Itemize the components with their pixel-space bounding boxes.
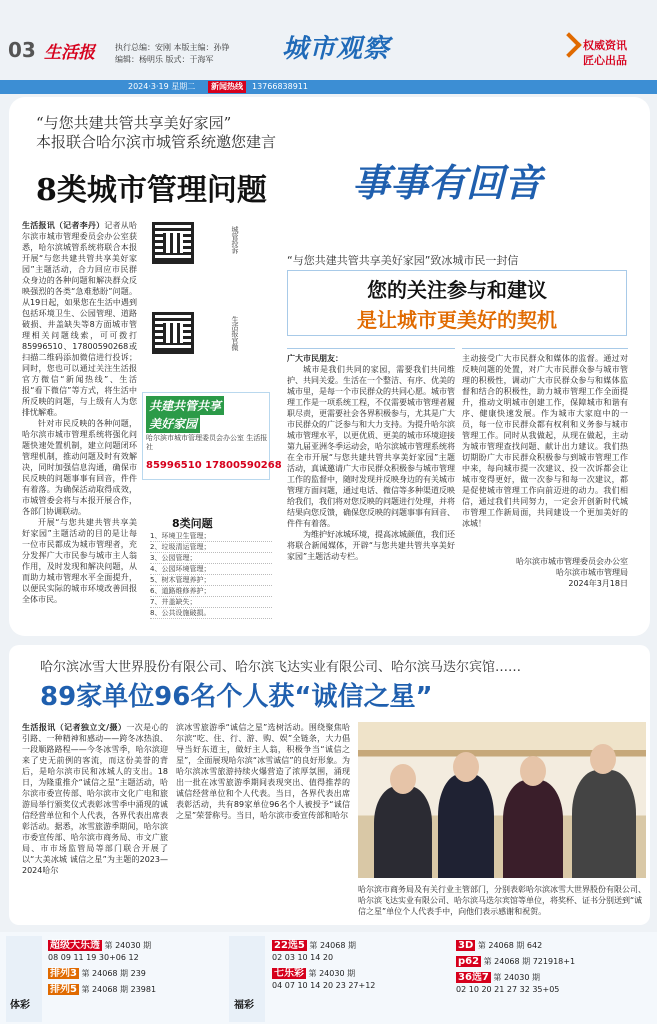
- lead-paragraph: 开展“与您共建共管共享美好家园”主题活动的目的是让每一位市民都成为城市管理者，充分发挥广大市民参与城市主人翁作用，及时发现和解决问题，从而助力城市管理水平全面提升，以便民实际的城市环境改善回报全体市民。: [22, 518, 137, 604]
- campaign-brand: 共建共管共享: [146, 396, 224, 415]
- game-name: 排列5: [50, 984, 77, 995]
- page-number: 03: [8, 38, 36, 62]
- lottery-game: [48, 968, 146, 980]
- game-numbers: 642: [526, 941, 543, 950]
- signature-line: 哈尔滨市城市管理委员会办公室: [516, 557, 628, 566]
- campaign-brand: 美好家园: [146, 414, 200, 433]
- hotline-number: 13766838911: [252, 82, 308, 91]
- letter-col-2: [462, 348, 628, 554]
- lead-headline: 8类城市管理问题: [36, 173, 267, 208]
- kicker-line: “与您共建共管共享美好家园”: [36, 114, 232, 132]
- lead-paragraph: 记者从哈尔滨市城市管理委员会办公室获悉，哈尔滨城管系统将联合本报开展“与您共建共管共享美好家园”主题活动，合力回应市民群众身边的各种问题和解决群众反映强烈的各类“急难愁盼”问题。从19日起，如果您在生活中遇到包括环境卫生、公园管理、道路破损、井盖缺失等8方面城市管理相关问题线索，可可拨打85996510、17800590268或扫描二维码添加微信进行投诉；同时，您也可以通过关注生活报官方微信“新闻热线”、生活报“看下微信”等方式，将生活中所反映的问题，与上级有人为您排忧解难。: [22, 221, 137, 417]
- game-issue: 第 24068 期: [477, 941, 525, 950]
- photo-caption: 哈尔滨市商务局及有关行业主管部门，分别表彰哈尔滨冰雪大世界股份有限公司、哈尔滨飞达实业有限公司、哈尔滨马迭尔宾馆等单位，将奖杯、证书分别送到“诚信之星”单位个人代表手中，向他们表示感谢和祝贺。: [358, 885, 646, 916]
- game-name: 排列3: [50, 968, 77, 979]
- section-title: 城市观察: [282, 34, 391, 64]
- qr-code[interactable]: [152, 312, 194, 354]
- game-numbers: 02 10 20 21 27 32 35+05: [456, 985, 560, 994]
- game-numbers: 02 03 10 14 20: [272, 953, 334, 962]
- lottery-game: [456, 940, 542, 952]
- game-issue: 第 24068 期: [483, 957, 531, 966]
- letter-subheadline: 是让城市更美好的契机: [357, 308, 557, 332]
- game-name: p62: [458, 956, 480, 967]
- game-issue: 第 24030 期: [493, 973, 540, 982]
- lottery-game: [272, 968, 375, 992]
- game-issue: 第 24068 期: [81, 985, 129, 994]
- game-issue: 第 24030 期: [308, 969, 356, 978]
- byline: 生活报讯（记者李丹）: [22, 221, 105, 230]
- list-item: 6、道路维修养护；: [150, 586, 272, 597]
- game-numbers: 04 07 10 14 20 23 27+12: [272, 981, 376, 990]
- sports-lottery-name: 体彩: [10, 1000, 30, 1011]
- signature-line: 哈尔滨市城市管理局: [556, 568, 628, 577]
- game-name: 22选5: [274, 940, 305, 951]
- byline: 生活报讯（记者独立文/摄）: [22, 723, 127, 732]
- list-item: 7、井盖缺失；: [150, 597, 272, 608]
- welfare-lottery-name: 福彩: [234, 1000, 254, 1011]
- qr-label: 城管投诉: [231, 226, 239, 254]
- game-name: 超级大乐透: [50, 940, 100, 951]
- person-figure: [503, 780, 563, 878]
- second-col-1: [22, 722, 168, 922]
- second-paragraph: 一次是心的引路、一种精神和感动——跨冬冰热浪、一段顺路路程——今冬冰雪季，哈尔滨迎来了史无前例的客流，而这份美誉的背后，是哈尔滨市民和冰城人的支出。18日，为隆重推介“诚信之星”主题活动，哈尔滨市委宣传部、哈尔滨市文化广电和旅游局举行颁奖仪式表彰冰雪季中涌现的诚信经营单位和个人代表，各界代表出席表彰活动。据悉，冰雪旅游季期间，哈尔滨市委宣传部、哈尔滨市商务局、市文广旅局、市市场监管局等部门联合开展了以“大美冰城 诚信之星”为主题的2023—2024哈尔: [22, 723, 168, 875]
- newspaper-logo: 生活报: [44, 43, 95, 63]
- lead-body: [22, 220, 137, 630]
- person-head: [453, 752, 479, 782]
- letter-paragraph: 主动接受广大市民群众和媒体的监督。通过对反映问题的处置，对广大市民群众参与城市管理的积极性，调动广大市民群众参与和媒体监督和结合的积极性，助力城市管理工作全面提升，推动文明城市创建工作，保障城市和谐有序、健康快速发展。作为城市大家庭中的一员，每一位市民群众都有权利和义务参与城市管理工作。同时从我做起，从现在做起，主动为城市管理查找问题、献计出力建议。我们热切期盼广大市民群众积极参与到城市管理工作中来，每向城市提一次建议、投一次诉都会让城市变得更好，做一次参与和每一次建议，都是促使城市管理工作向前迈进的动力。我们相信，通过我们共同努力，一定会开创新时代城市管理工作新局面，共同建设一个更加美好的冰城！: [462, 354, 628, 528]
- second-col-2: [176, 722, 350, 922]
- campaign-phone: 85996510 17800590268: [146, 460, 282, 471]
- person-figure: [438, 774, 494, 878]
- list-item: 3、公园管理；: [150, 553, 272, 564]
- problems-list: [150, 531, 272, 619]
- letter-kicker: “与您共建共管共享美好家园”致冰城市民一封信: [287, 254, 519, 267]
- list-item: 2、垃圾清运管理；: [150, 542, 272, 553]
- lottery-game: [48, 940, 151, 964]
- person-head: [590, 744, 616, 774]
- list-item: 4、公园环境管理；: [150, 564, 272, 575]
- credit-line: 执行总编：安刚 本版主编：孙铮: [115, 43, 230, 52]
- header-bar: [0, 80, 657, 94]
- lead-paragraph: 针对市民反映的各种问题，哈尔滨市城市管理系统将强化问题快速处置机制，建立问题闭环管理机制，推动问题及时有效解决，同时加强信息沟通，确保市民反映的问题事事有回音，件件有着落。为确保活动取得成效，市城管委会将与本报开展合作，各部门协调联动。: [22, 419, 137, 516]
- second-subtitle: 哈尔滨冰雪大世界股份有限公司、哈尔滨飞达实业有限公司、哈尔滨马迭尔宾馆……: [40, 660, 522, 675]
- issue-date: 2024·3·19 星期二: [128, 82, 196, 91]
- credits: [115, 42, 230, 66]
- kicker-line: 本报联合哈尔滨市城管系统邀您建言: [36, 133, 277, 151]
- award-photo: [358, 722, 646, 878]
- problems-title: 8类问题: [172, 517, 213, 530]
- lottery-game: [456, 956, 575, 968]
- game-numbers: 08 09 11 19 30+06 12: [48, 953, 139, 962]
- game-issue: 第 24068 期: [309, 941, 356, 950]
- second-paragraph: 滨冰雪旅游季“诚信之星”选树活动。围绕聚焦哈尔滨“吃、住、行、游、购、娱”全链条，大力倡导当好东道主，做好主人翁，积极争当“诚信之星”，全面展现哈尔滨“冰雪诚信”的良好形象。为哈尔滨冰雪旅游持续火爆营造了浓厚氛围，涌现出一批在冰雪旅游季期间表现突出、值得推荐的诚信经营单位和个人代表。当日，各界代表出席表彰活动，共有89家单位96名个人被授予“诚信之星”荣誉称号。当日，哈尔滨市委宣传部和哈尔: [176, 723, 350, 820]
- list-item: 5、树木管理养护；: [150, 575, 272, 586]
- letter-col-1: [287, 348, 455, 592]
- list-item: 1、环境卫生管理；: [150, 531, 272, 542]
- person-head: [390, 764, 416, 794]
- game-name: 七乐彩: [274, 968, 304, 979]
- game-numbers: 23981: [130, 985, 157, 994]
- person-figure: [572, 770, 636, 878]
- slogan-line: 权威资讯: [583, 39, 627, 52]
- lottery-game: [456, 972, 559, 996]
- game-issue: 第 24068 期: [81, 969, 129, 978]
- credit-line: 编辑：杨明乐 版式：于海军: [115, 55, 214, 64]
- qr-code[interactable]: [152, 222, 194, 264]
- person-head: [520, 756, 546, 786]
- game-numbers: 239: [130, 969, 146, 978]
- lead-headline-emphasis: 事事有回音: [352, 161, 543, 205]
- list-item: 8、公共设施破损。: [150, 608, 272, 619]
- hotline-label: 新闻热线: [208, 81, 246, 93]
- game-numbers: 721918+1: [532, 957, 576, 966]
- game-name: 3D: [458, 940, 474, 951]
- campaign-org: 哈尔滨市城市管理委员会办公室 生活报社: [146, 434, 268, 451]
- lottery-game: [272, 940, 356, 964]
- letter-signature: [500, 556, 628, 589]
- slogan-line: 匠心出品: [583, 54, 627, 67]
- lead-kicker: [36, 114, 276, 152]
- game-issue: 第 24030 期: [104, 941, 152, 950]
- game-name: 36选7: [458, 972, 489, 983]
- letter-paragraph: 为维护好冰城环境，提高冰城颜值，我们还将联合新闻媒体，开辟“与您共建共管共享美好家园”主题活动专栏。: [287, 530, 455, 561]
- letter-paragraph: 城市是我们共同的家园，需要我们共同维护、共同关爱。生活在一个整洁、有序、优美的城市里，是每一个市民群众的共同心愿。城市管理工作是一项系统工程，不仅需要城市管理者履职尽责，更需要社会各界积极参与，尤其是广大市民群众的广泛参与和大力支持。为提升哈尔滨城市管理水平，以更优质、更美的城市环境迎接第九届亚洲冬季运动会，哈尔滨城市管理系统将在全市开展“与您共建共管共享美好家园”主题活动，真诚邀请广大市民群众积极参与城市管理工作的监督中，随时发现并反映身边的有关城市管理方面问题，通过电话、微信等多种渠道反映给我们，我们将对您反映的问题进行处理，并将结果向您反馈，确保您反映的问题事事有回音、件件有着落。: [287, 365, 455, 528]
- chevron-right-icon: [556, 32, 581, 57]
- slogan: [583, 38, 627, 68]
- letter-headline: 您的关注参与和建议: [367, 278, 547, 302]
- person-figure: [374, 786, 432, 878]
- salutation: 广大市民朋友：: [287, 354, 343, 363]
- signature-line: 2024年3月18日: [568, 579, 628, 588]
- second-headline: 89家单位96名个人获“诚信之星”: [40, 682, 433, 712]
- lottery-game: [48, 984, 156, 996]
- qr-label: 生活报官微: [231, 316, 239, 351]
